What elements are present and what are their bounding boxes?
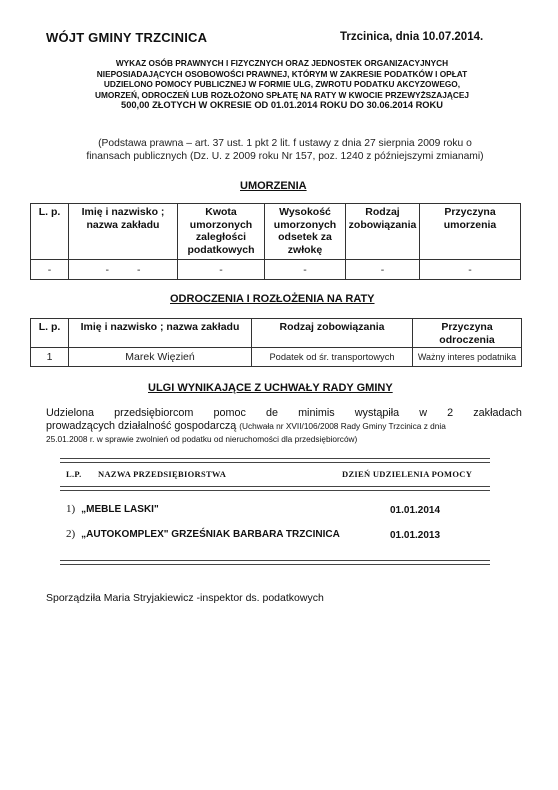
cell-lp: -: [31, 260, 69, 280]
legal-basis: [50, 137, 520, 163]
legal-basis-line: finansach publicznych (Dz. U. z 2009 roku Nr 157, poz. 1240 z późniejszymi zmianami): [86, 151, 484, 162]
col-header-aid-date: DZIEŃ UDZIELENIA POMOCY: [342, 469, 473, 479]
aid-date: 01.01.2013: [390, 530, 441, 541]
col-header-lp: L.P.: [66, 469, 82, 479]
col-header-lp: L. p.: [31, 319, 69, 348]
heading-line: UMORZEŃ, ODROCZEŃ LUB ROZŁOŻONO SPŁATĘ NA RATY W KWOCIE PRZEWYŻSZAJĄCEJ: [95, 89, 469, 100]
place-and-date: Trzcinica, dnia 10.07.2014.: [340, 31, 484, 43]
paragraph-word: w: [419, 407, 428, 419]
cell-amount: -: [178, 260, 265, 280]
cell-lp: 1: [31, 348, 69, 367]
paragraph-word: wystąpiła: [354, 407, 400, 419]
aid-date: 01.01.2014: [390, 505, 441, 516]
paragraph-word: Udzielona: [46, 407, 95, 419]
double-rule-divider: [60, 560, 490, 565]
table-header-row: [31, 204, 521, 260]
prepared-by-signature: Sporządziła Maria Stryjakiewicz -inspektor ds. podatkowych: [46, 592, 324, 604]
col-header-interest: Wysokość umorzonych odsetek za zwłokę: [265, 204, 346, 260]
col-header-company-name: NAZWA PRZEDSIĘBIORSTWA: [98, 469, 227, 479]
col-header-obligation-type: Rodzaj zobowiązania: [252, 319, 413, 348]
legal-basis-line: (Podstawa prawna – art. 37 ust. 1 pkt 2 lit. f ustawy z dnia 27 sierpnia 2009 roku o: [98, 138, 472, 149]
list-item-number: 1): [66, 503, 76, 515]
de-minimis-paragraph: [46, 407, 522, 446]
paragraph-word: minimis: [298, 407, 335, 419]
paragraph-word: zakładach: [473, 407, 522, 419]
heading-line: WYKAZ OSÓB PRAWNYCH I FIZYCZNYCH ORAZ JEDNOSTEK ORGANIZACYJNYCH: [115, 58, 449, 68]
paragraph-text: prowadzących działalność gospodarczą: [46, 420, 237, 432]
paragraph-line: [46, 420, 522, 433]
double-rule-divider: [60, 458, 490, 463]
cell-name: [69, 260, 178, 280]
col-header-reason: Przyczyna umorzenia: [420, 204, 521, 260]
list-item: [66, 528, 340, 540]
col-header-reason: Przyczyna odroczenia: [413, 319, 522, 348]
issuing-authority: WÓJT GMINY TRZCINICA: [46, 30, 208, 45]
odroczenia-table: [30, 318, 522, 367]
paragraph-word: przedsiębiorcom: [114, 407, 194, 419]
table-row: [31, 260, 521, 280]
paragraph-word: pomoc: [213, 407, 246, 419]
heading-line: UDZIELONO POMOCY PUBLICZNEJ W FORMIE ULG, ZWROTU PODATKU AKCYZOWEGO,: [103, 79, 461, 90]
cell-reason: -: [420, 260, 521, 280]
list-item: [66, 503, 159, 515]
col-header-name: Imię i nazwisko ; nazwa zakładu: [69, 204, 178, 260]
paragraph-word: de: [265, 407, 278, 419]
col-header-name: Imię i nazwisko ; nazwa zakładu: [69, 319, 252, 348]
cell-obligation-type: Podatek od śr. transportowych: [252, 348, 413, 367]
heading-amount-line: 500,00 ZŁOTYCH W OKRESIE OD 01.01.2014 ROKU DO 30.06.2014 ROKU: [121, 100, 443, 111]
cell-reason: Ważny interes podatnika: [413, 348, 522, 367]
company-name: „AUTOKOMPLEX" GRZEŚNIAK BARBARA TRZCINICA: [81, 529, 340, 540]
paragraph-word: 2: [447, 407, 454, 419]
resolution-reference: (Uchwała nr XVII/106/2008 Rady Gminy Trzcinica z dnia: [239, 421, 446, 431]
section-title-umorzenia: UMORZENIA: [240, 180, 307, 192]
cell-name: Marek Więzień: [69, 348, 252, 367]
table-row: [31, 348, 522, 367]
umorzenia-table: [30, 203, 521, 280]
heading-line: NIEPOSIADAJĄCYCH OSOBOWOŚCI PRAWNEJ, KTÓRYM W ZAKRESIE PODATKÓW I OPŁAT: [96, 68, 468, 79]
col-header-amount: Kwota umorzonych zaległości podatkowych: [178, 204, 265, 260]
cell-interest: -: [265, 260, 346, 280]
document-heading: [52, 58, 512, 111]
col-header-obligation-type: Rodzaj zobowiązania: [346, 204, 420, 260]
company-name: „MEBLE LASKI": [81, 504, 159, 515]
paragraph-line: [46, 407, 522, 420]
list-item-number: 2): [66, 528, 76, 540]
double-rule-divider: [60, 486, 490, 491]
table-header-row: [31, 319, 522, 348]
cell-obligation-type: -: [346, 260, 420, 280]
col-header-lp: L. p.: [31, 204, 69, 260]
cell-dash: -: [137, 263, 141, 276]
section-title-ulgi: ULGI WYNIKAJĄCE Z UCHWAŁY RADY GMINY: [148, 382, 393, 394]
section-title-odroczenia: ODROCZENIA I ROZŁOŻENIA NA RATY: [170, 293, 375, 305]
resolution-reference: 25.01.2008 r. w sprawie zwolnień od podatku od nieruchomości dla przedsiębiorców): [46, 434, 358, 444]
cell-dash: -: [105, 263, 109, 276]
